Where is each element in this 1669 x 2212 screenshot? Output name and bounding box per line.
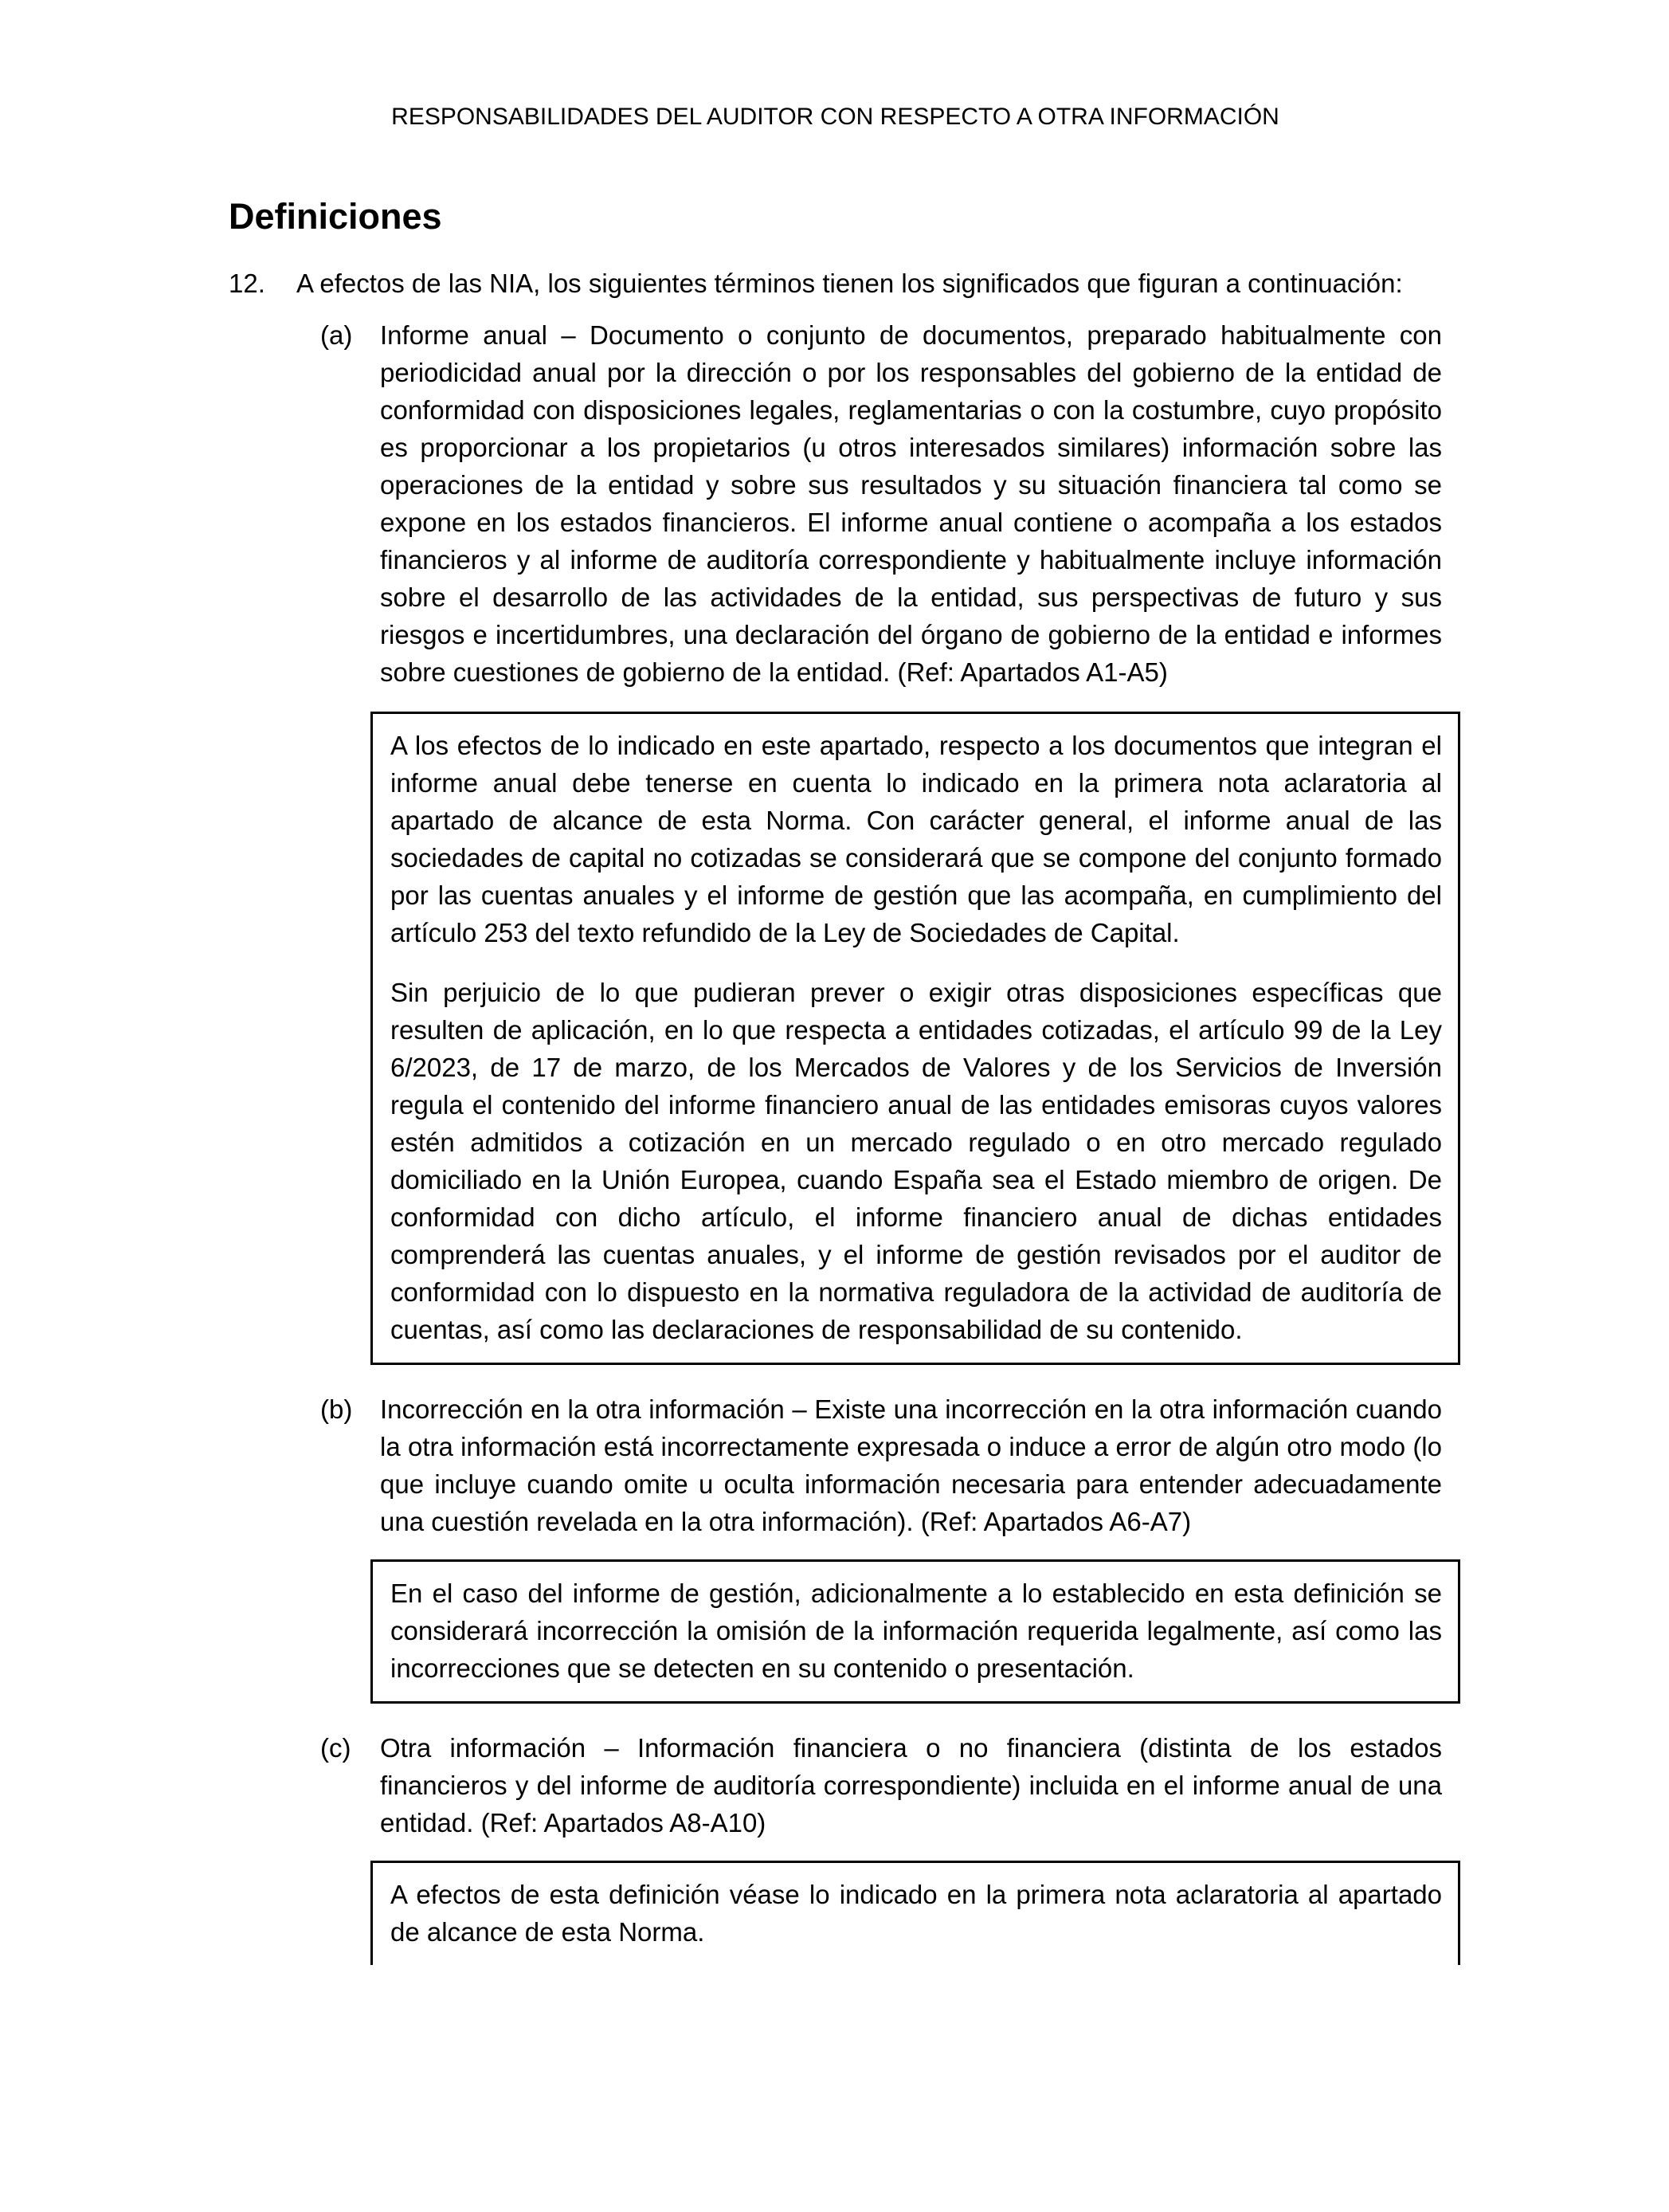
paragraph-number: 12. (229, 269, 265, 298)
note-box-b-paragraph-1: En el caso del informe de gestión, adicionalmente a lo establecido en esta definición se considerará incorrección la omisión de la información requerida legalmente, así como las incorrecciones que se detecten en su contenido o presentación. (390, 1579, 1442, 1683)
note-box-c-paragraph-1: A efectos de esta definición véase lo indicado en la primera nota aclaratoria al apartado de alcance de esta Norma. (390, 1880, 1442, 1947)
definition-item-b (229, 1390, 1442, 1540)
paragraph-12 (229, 265, 1442, 302)
definition-text-a: Informe anual – Documento o conjunto de documentos, preparado habitualmente con periodicidad anual por la dirección o por los responsables del gobierno de la entidad de conformidad con disposiciones legales, reglamentarias o con la costumbre, cuyo propósito es proporcionar a los propietarios (u otros interesados similares) información sobre las operaciones de la entidad y sobre sus resultados y su situación financiera tal como se expone en los estados financieros. El informe anual contiene o acompaña a los estados financieros y al informe de auditoría correspondiente y habitualmente incluye información sobre el desarrollo de las actividades de la entidad, sus perspectivas de futuro y sus riesgos e incertidumbres, una declaración del órgano de gobierno de la entidad e informes sobre cuestiones de gobierno de la entidad. (Ref: Apartados A1-A5) (380, 320, 1442, 687)
note-box-a-paragraph-1: A los efectos de lo indicado en este apartado, respecto a los documentos que integran el informe anual debe tenerse en cuenta lo indicado en la primera nota aclaratoria al apartado de alcance de esta Norma. Con carácter general, el informe anual de las sociedades de capital no cotizadas se considerará que se compone del conjunto formado por las cuentas anuales y el informe de gestión que las acompaña, en cumplimiento del artículo 253 del texto refundido de la Ley de Sociedades de Capital. (390, 731, 1442, 947)
definition-item-a (229, 316, 1442, 691)
definition-item-c (229, 1729, 1442, 1841)
definition-text-b: Incorrección en la otra información – Existe una incorrección en la otra información cuando la otra información está incorrectamente expresada o induce a error de algún otro modo (lo que incluye cuando omite u oculta información necesaria para entender adecuadamente una cuestión revelada en la otra información). (Ref: Apartados A6-A7) (380, 1394, 1442, 1536)
note-box-a-paragraph-2: Sin perjuicio de lo que pudieran prever o exigir otras disposiciones específicas que resulten de aplicación, en lo que respecta a entidades cotizadas, el artículo 99 de la Ley 6/2023, de 17 de marzo, de los Mercados de Valores y de los Servicios de Inversión regula el contenido del informe financiero anual de las entidades emisoras cuyos valores estén admitidos a cotización en un mercado regulado o en otro mercado regulado domiciliado en la Unión Europea, cuando España sea el Estado miembro de origen. De conformidad con dicho artículo, el informe financiero anual de dichas entidades comprenderá las cuentas anuales, y el informe de gestión revisados por el auditor de conformidad con lo dispuesto en la normativa reguladora de la actividad de auditoría de cuentas, así como las declaraciones de responsabilidad de su contenido. (390, 978, 1442, 1344)
note-box-a (370, 712, 1460, 1365)
paragraph-text: A efectos de las NIA, los siguientes términos tienen los significados que figuran a continuación: (296, 269, 1403, 298)
definition-marker-a: (a) (320, 320, 353, 350)
note-box-b (370, 1559, 1460, 1704)
note-box-c (370, 1861, 1460, 1965)
definition-marker-c: (c) (320, 1733, 351, 1763)
definition-text-c: Otra información – Información financiera o no financiera (distinta de los estados financieros y del informe de auditoría correspondiente) incluida en el informe anual de una entidad. (Ref: Apartados A8-A10) (380, 1733, 1442, 1837)
section-title: Definiciones (229, 196, 442, 237)
running-header: RESPONSABILIDADES DEL AUDITOR CON RESPECTO A OTRA INFORMACIÓN (391, 104, 1279, 130)
definition-marker-b: (b) (320, 1394, 353, 1424)
